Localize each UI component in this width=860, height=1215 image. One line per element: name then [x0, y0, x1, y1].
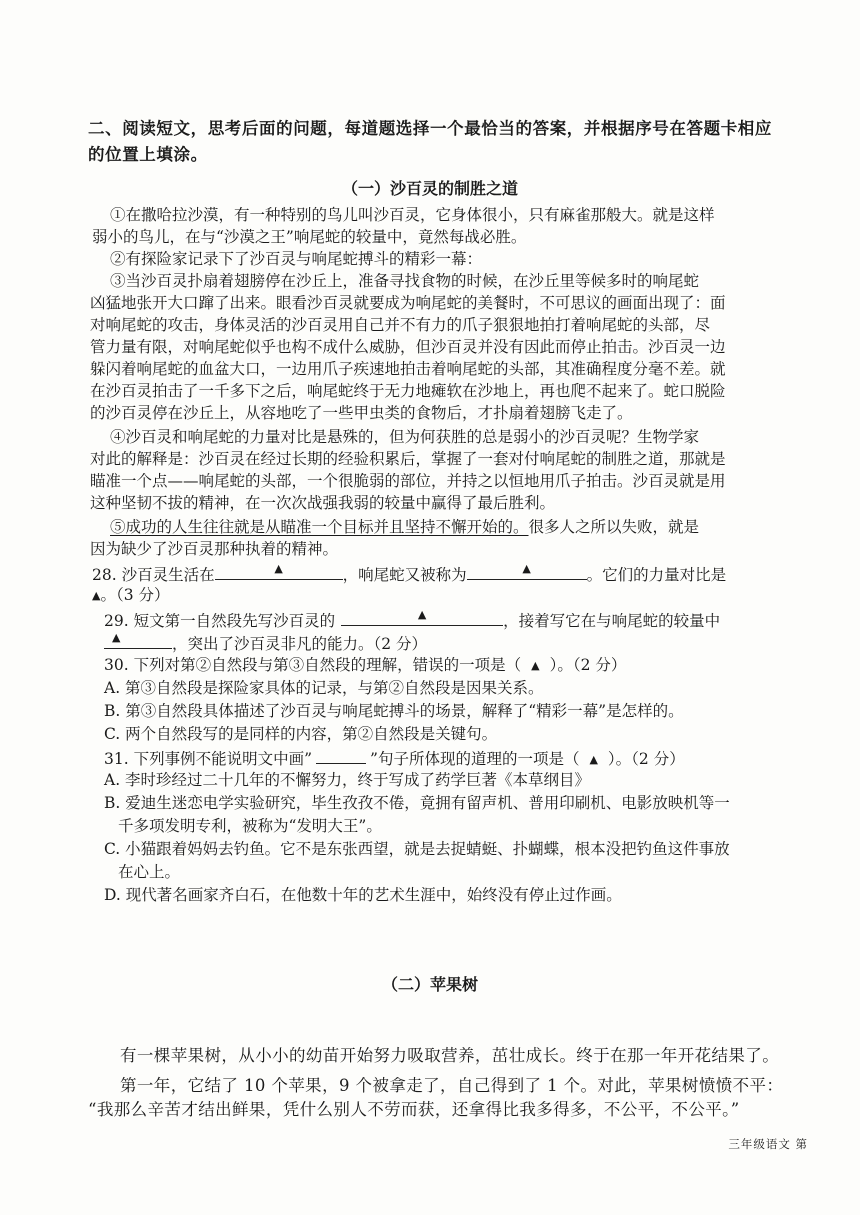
passage2-title: （二）苹果树 [381, 975, 478, 994]
page-footer: 三年级语文 第 [728, 1137, 808, 1151]
q31-blank [316, 748, 366, 764]
q30-option-b[interactable]: B. 第③自然段具体描述了沙百灵与响尾蛇搏斗的场景，解释了“精彩一幕”是怎样的。 [104, 702, 684, 720]
p3-line6: 在沙百灵拍击了一千多下之后，响尾蛇终于无力地瘫软在沙地上，再也爬不起来了。蛇口脱险 [90, 382, 726, 400]
q31-option-c-line2[interactable]: 在心上。 [118, 863, 181, 881]
q31-option-a[interactable]: A. 李时珍经过二十几年的不懈努力，终于写成了药学巨著《本草纲目》 [104, 771, 591, 789]
p4-line4: 这种坚韧不拔的精神，在一次次战强我弱的较量中赢得了最后胜利。 [90, 494, 556, 512]
p5-rest: 很多人之所以失败，就是 [528, 518, 700, 536]
q29-text-c: ，突出了沙百灵非凡的能力。（2 分） [172, 635, 428, 653]
answer-marker-icon: ▲ [417, 608, 427, 621]
answer-marker-icon: ▲ [531, 659, 540, 672]
q29-text-a: 29. 短文第一自然段先写沙百灵的 [104, 612, 336, 630]
q28-blank-1[interactable] [215, 564, 343, 580]
p3-line7: 的沙百灵停在沙丘上，从容地吃了一些甲虫类的食物后，才扑扇着翅膀飞走了。 [90, 404, 633, 422]
section-heading-line-2: 的位置上填涂。 [88, 145, 208, 164]
answer-marker-icon: ▲ [112, 631, 121, 644]
question-29-line1 [104, 610, 720, 631]
passage1-title: （一）沙百灵的制胜之道 [341, 179, 518, 198]
p4-line1: ④沙百灵和响尾蛇的力量对比是悬殊的，但为何获胜的总是弱小的沙百灵呢？生物学家 [110, 428, 700, 446]
p1-line2: 弱小的鸟儿，在与“沙漠之王”响尾蛇的较量中，竟然每战必胜。 [92, 228, 527, 246]
q28-blank-2[interactable] [467, 564, 587, 580]
question-31 [104, 748, 685, 769]
q28-text-c: 。它们的力量对比是 [586, 566, 727, 584]
p4-line3: 瞄准一个点——响尾蛇的头部，一个很脆弱的部位，并持之以恒地用爪子拍击。沙百灵就是用 [90, 472, 726, 490]
q29-blank-2[interactable] [104, 633, 172, 649]
p3-line5: 躲闪着响尾蛇的血盆大口，一边用爪子疾速地拍击着响尾蛇的头部，其准确程度分毫不差。就 [90, 360, 726, 378]
q31-stem-b: ”句子所体现的道理的一项是（ [370, 750, 580, 768]
q30-option-a[interactable]: A. 第③自然段是探险家具体的记录，与第②自然段是因果关系。 [104, 679, 544, 697]
p3-line3: 对响尾蛇的攻击，身体灵活的沙百灵用自己并不有力的爪子狠狠地拍打着响尾蛇的头部，尽 [90, 316, 711, 334]
q29-blank-1[interactable] [341, 610, 503, 626]
p4-line2: 对此的解释是：沙百灵在经过长期的经验积累后，掌握了一套对付响尾蛇的制胜之道，那就是 [90, 450, 726, 468]
question-29-line2 [104, 633, 427, 654]
p3-line4: 管力量有限，对响尾蛇似乎也构不成什么威胁，但沙百灵并没有因此而停止拍击。沙百灵一边 [90, 338, 726, 356]
q30-stem-end: ）。（2 分） [549, 656, 627, 674]
apple-p2-line2: “我那么辛苦才结出鲜果，凭什么别人不劳而获，还拿得比我多得多，不公平，不公平。” [88, 1100, 740, 1119]
q31-stem-c: ）。（2 分） [607, 750, 685, 768]
answer-marker-icon: ▲ [274, 562, 283, 575]
p3-line2: 凶猛地张开大口蹿了出来。眼看沙百灵就要成为响尾蛇的美餐时，不可思议的画面出现了：面 [90, 294, 726, 312]
answer-marker-icon: ▲ [522, 562, 531, 575]
p1-line1: ①在撒哈拉沙漠，有一种特别的鸟儿叫沙百灵，它身体很小，只有麻雀那般大。就是这样 [110, 206, 715, 224]
q28-text-b: ，响尾蛇又被称为 [342, 566, 467, 584]
q28-text-a: 28. 沙百灵生活在 [92, 566, 215, 584]
p5-line1 [110, 518, 810, 537]
q31-option-b-line1[interactable]: B. 爱迪生迷恋电学实验研究，毕生孜孜不倦，竟拥有留声机、普用印刷机、电影放映机等一 [104, 794, 730, 812]
question-28-line2 [92, 586, 170, 605]
apple-p1: 有一棵苹果树，从小小的幼苗开始努力吸取营养，茁壮成长。终于在那一年开花结果了。 [120, 1046, 780, 1065]
p5-underlined-sentence: ⑤成功的人生往往就是从瞄准一个目标并且坚持不懈开始的。 [110, 518, 529, 536]
question-30 [104, 656, 626, 675]
section-heading-line-1: 二、阅读短文，思考后面的问题，每道题选择一个最恰当的答案，并根据序号在答题卡相应 [88, 119, 772, 138]
q30-option-c[interactable]: C. 两个自然段写的是同样的内容，第②自然段是关键句。 [104, 725, 498, 743]
q30-stem: 30. 下列对第②自然段与第③自然段的理解，错误的一项是（ [104, 656, 522, 674]
q28-text-d: 。（3 分） [100, 586, 170, 604]
q31-option-c-line1[interactable]: C. 小猫跟着妈妈去钓鱼。它不是东张西望，就是去捉蜻蜓、扑蝴蝶，根本没把钓鱼这件事放 [104, 840, 730, 858]
answer-marker-icon: ▲ [589, 753, 598, 766]
q31-option-b-line2[interactable]: 千多项发明专利，被称为“发明大王”。 [118, 817, 382, 835]
p5-line2: 因为缺少了沙百灵那种执着的精神。 [90, 540, 339, 558]
q31-option-d[interactable]: D. 现代著名画家齐白石，在他数十年的艺术生涯中，始终没有停止过作画。 [104, 886, 622, 904]
q31-stem-a: 31. 下列事例不能说明文中画” [104, 750, 313, 768]
question-28-line1 [92, 564, 726, 585]
q29-text-b: ，接着写它在与响尾蛇的较量中 [503, 612, 721, 630]
p3-line1: ③当沙百灵扑扇着翅膀停在沙丘上，准备寻找食物的时候，在沙丘里等候多时的响尾蛇 [110, 272, 700, 290]
apple-p2-line1: 第一年，它结了 10 个苹果，9 个被拿走了，自己得到了 1 个。对此，苹果树愤愤不平： [120, 1076, 784, 1095]
answer-marker-icon: ▲ [92, 589, 101, 602]
p2-line1: ②有探险家记录下了沙百灵与响尾蛇搏斗的精彩一幕： [110, 250, 483, 268]
